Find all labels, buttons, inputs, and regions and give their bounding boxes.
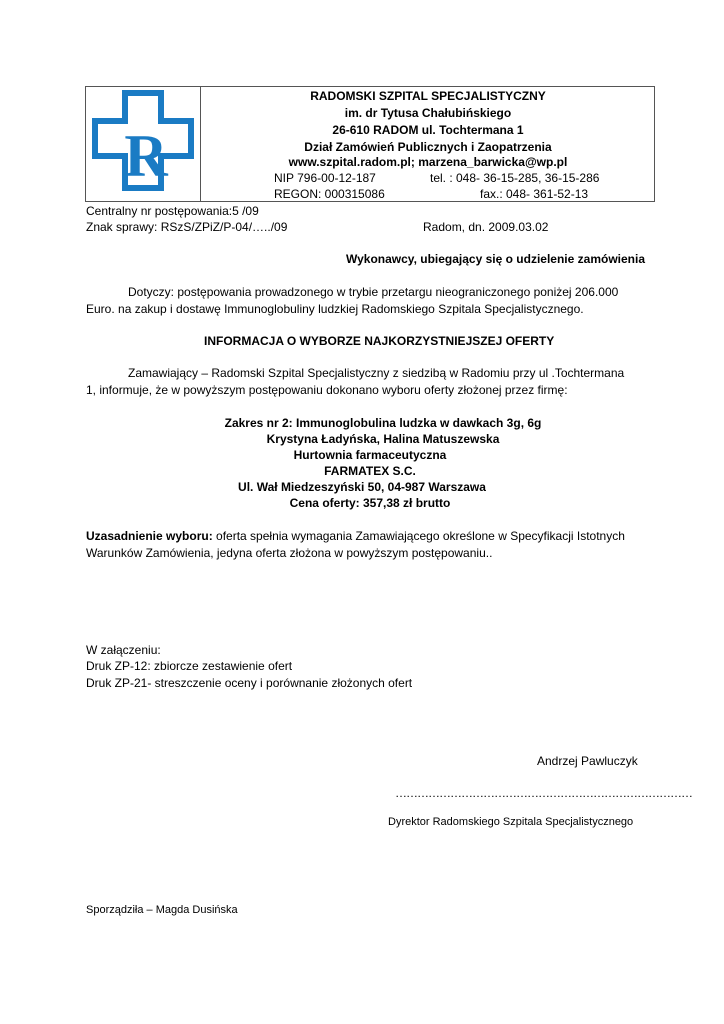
web-email: www.szpital.radom.pl; marzena_barwicka@wp.pl (288, 155, 568, 169)
telephone: tel. : 048- 36-15-285, 36-15-286 (430, 171, 600, 185)
signatory-title: Dyrektor Radomskiego Szpitala Specjalistycznego (388, 816, 634, 828)
fax: fax.: 048- 361-52-13 (480, 187, 589, 201)
case-number: Centralny nr postępowania:5 /09 (86, 204, 259, 218)
offer-scope: Zakres nr 2: Immunoglobulina ludzka w dawkach 3g, 6g (224, 416, 542, 430)
offer-company-type: Hurtownia farmaceutyczna (293, 448, 447, 462)
attachment-item: Druk ZP-21- streszczenie oceny i porównanie złożonych ofert (86, 676, 413, 690)
letterhead (85, 86, 655, 202)
hospital-name: RADOMSKI SZPITAL SPECJALISTYCZNY (310, 89, 546, 103)
subject-line-1: Dotyczy: postępowania prowadzonego w trybie przetargu nieograniczonego poniżej 206.000 (128, 285, 619, 299)
prepared-by: Sporządziła – Magda Dusińska (86, 904, 238, 916)
justification-line-2: Warunków Zamówienia, jedyna oferta złożona w powyższym postępowaniu.. (86, 546, 493, 560)
intro-line-2: 1, informuje, że w powyższym postępowaniu dokonano wyboru oferty złożonej przez firmę: (86, 383, 568, 397)
subject-line-2: Euro. na zakup i dostawę Immunoglobuliny ludzkiej Radomskiego Szpitala Specjalistycznego. (86, 302, 584, 316)
justification-line-1 (86, 529, 625, 543)
offer-persons: Krystyna Ładyńska, Halina Matuszewska (266, 432, 500, 446)
attachments-heading: W załączeniu: (86, 643, 161, 657)
hospital-address: 26-610 RADOM ul. Tochtermana 1 (332, 123, 524, 137)
hospital-cross-logo (87, 88, 199, 200)
document-title: INFORMACJA O WYBORZE NAJKORZYSTNIEJSZEJ OFERTY (204, 334, 555, 348)
department: Dział Zamówień Publicznych i Zaopatrzenia (304, 140, 552, 154)
logo-letter: R (124, 123, 168, 189)
logo-cell (86, 87, 201, 201)
addressee: Wykonawcy, ubiegający się o udzielenie zamówienia (346, 252, 645, 266)
justification-label: Uzasadnienie wyboru: (86, 529, 213, 543)
file-sign: Znak sprawy: RSzS/ZPiZ/P-04/…../09 (86, 220, 288, 234)
signatory-name: Andrzej Pawluczyk (537, 754, 638, 768)
nip: NIP 796-00-12-187 (274, 171, 376, 185)
place-date: Radom, dn. 2009.03.02 (423, 220, 549, 234)
offer-company: FARMATEX S.C. (324, 464, 416, 478)
attachment-item: Druk ZP-12: zbiorcze zestawienie ofert (86, 659, 293, 673)
intro-line-1: Zamawiający – Radomski Szpital Specjalistyczny z siedzibą w Radomiu przy ul .Tochtermana (128, 366, 625, 380)
hospital-patron: im. dr Tytusa Chałubińskiego (344, 106, 512, 120)
signature-line: ……………………………………………………………………… (395, 786, 692, 800)
offer-address: Ul. Wał Miedzeszyński 50, 04-987 Warszawa (238, 480, 486, 494)
offer-price: Cena oferty: 357,38 zł brutto (289, 496, 451, 510)
justification-text: oferta spełnia wymagania Zamawiającego określone w Specyfikacji Istotnych (212, 529, 625, 543)
regon: REGON: 000315086 (274, 187, 385, 201)
